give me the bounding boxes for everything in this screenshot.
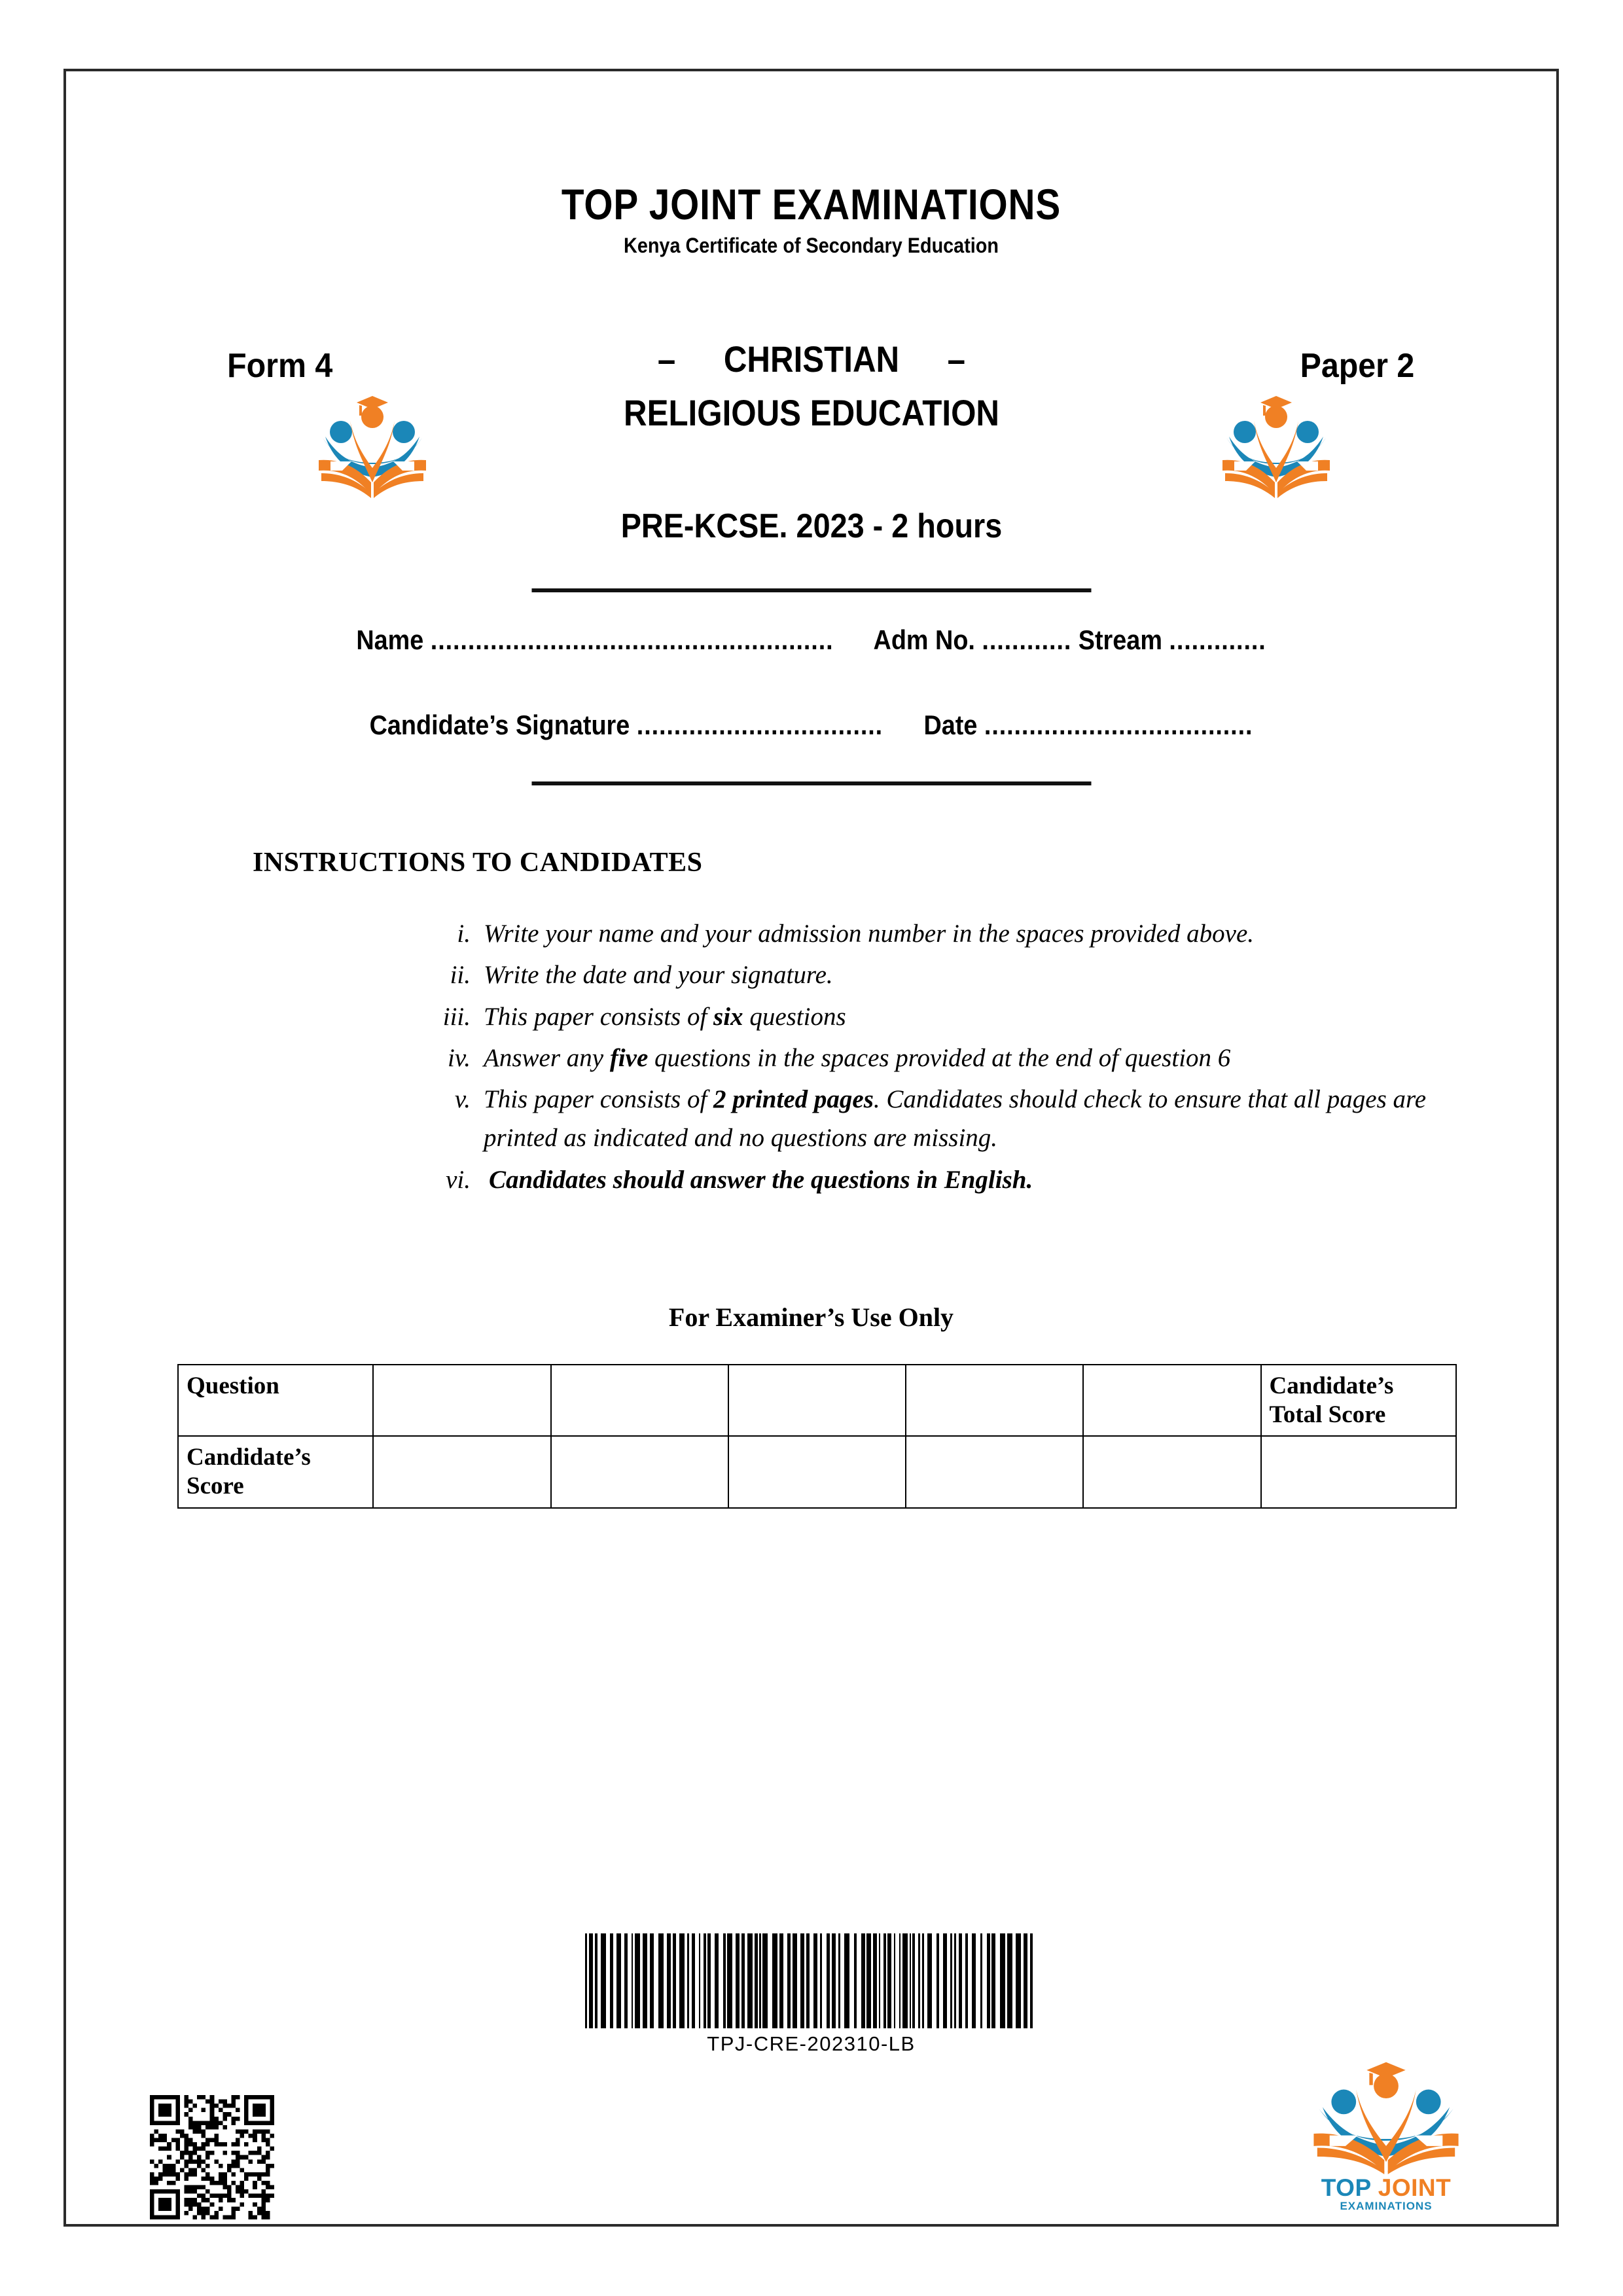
- instruction-text: Write your name and your admission number in the spaces provided above.: [484, 920, 1255, 948]
- subject-band: [66, 340, 1556, 556]
- qr-code-icon: [150, 2095, 274, 2219]
- table-row: [178, 1436, 1456, 1507]
- signature-label: Candidate’s Signature: [369, 709, 630, 740]
- divider-bottom: [531, 781, 1091, 785]
- instruction-number: vi.: [446, 1165, 471, 1194]
- instruction-item: [433, 914, 1480, 953]
- top-joint-logo-icon: [1304, 2058, 1468, 2174]
- instruction-text: Write the date and your signature.: [484, 961, 833, 990]
- divider-top: [531, 588, 1091, 592]
- score-cell[interactable]: [373, 1436, 550, 1507]
- table-row-label: Candidate’s Score: [178, 1436, 373, 1507]
- wordmark-examinations: EXAMINATIONS: [1340, 2200, 1433, 2212]
- instruction-text: Answer any five questions in the spaces provided at the end of question 6: [484, 1043, 1231, 1072]
- instruction-text: This paper consists of six questions: [484, 1002, 846, 1031]
- signature-input[interactable]: .................................: [636, 709, 883, 740]
- subject-name-part1: CHRISTIAN: [723, 338, 899, 380]
- name-input[interactable]: ......................................................: [430, 624, 834, 655]
- barcode-icon: [582, 1933, 1041, 2028]
- dash-right: –: [947, 338, 965, 380]
- form-label: Form 4: [227, 347, 333, 385]
- examiner-score-table: [177, 1364, 1457, 1509]
- top-joint-logo-icon: [1217, 391, 1335, 499]
- subject-line-1: [524, 340, 1099, 379]
- name-label: Name: [356, 624, 424, 655]
- total-score-header: Candidate’s Total Score: [1261, 1365, 1456, 1436]
- date-label: Date: [923, 709, 978, 740]
- adm-no-input[interactable]: ............: [982, 624, 1072, 655]
- total-score-cell[interactable]: [1261, 1436, 1456, 1507]
- stream-input[interactable]: .............: [1169, 624, 1266, 655]
- examiner-heading: For Examiner’s Use Only: [668, 1302, 954, 1332]
- instruction-item: [433, 956, 1480, 994]
- instructions-list: [433, 914, 1480, 1202]
- score-cell[interactable]: [551, 1365, 728, 1436]
- top-joint-logo-icon: [313, 391, 431, 499]
- exam-page-frame: [63, 69, 1559, 2227]
- adm-no-label: Adm No.: [873, 624, 975, 655]
- page-title: TOP JOINT EXAMINATIONS: [561, 180, 1061, 228]
- instruction-item: [433, 997, 1480, 1036]
- paper-label: Paper 2: [1300, 347, 1415, 385]
- instruction-item: [433, 1039, 1480, 1077]
- score-cell[interactable]: [728, 1365, 906, 1436]
- examiner-table-body: [178, 1365, 1456, 1508]
- page-subtitle: Kenya Certificate of Secondary Education: [624, 234, 999, 257]
- score-cell[interactable]: [906, 1365, 1083, 1436]
- signature-field-row: [141, 709, 1482, 741]
- footer-logo-wordmark: [1304, 2176, 1468, 2212]
- barcode-value: TPJ-CRE-202310-LB: [707, 2032, 916, 2055]
- instruction-number: iv.: [447, 1043, 471, 1072]
- instruction-number: ii.: [450, 961, 471, 990]
- name-field-row: [141, 624, 1482, 656]
- score-cell[interactable]: [728, 1436, 906, 1507]
- score-cell[interactable]: [906, 1436, 1083, 1507]
- score-cell[interactable]: [373, 1365, 550, 1436]
- score-cell[interactable]: [551, 1436, 728, 1507]
- subject-title-block: [484, 340, 1139, 433]
- stream-label: Stream: [1078, 624, 1162, 655]
- instruction-item: [433, 1160, 1480, 1199]
- footer-logo: [1304, 2058, 1468, 2218]
- barcode-block: [582, 1933, 1041, 2056]
- table-row-label: Question: [178, 1365, 373, 1436]
- masthead: [66, 180, 1556, 258]
- subject-line-2: RELIGIOUS EDUCATION: [623, 392, 999, 434]
- wordmark-joint: JOINT: [1378, 2174, 1452, 2201]
- score-cell[interactable]: [1083, 1436, 1260, 1507]
- instruction-text: Candidates should answer the questions in English.: [489, 1165, 1033, 1194]
- table-row: [178, 1365, 1456, 1436]
- dash-left: –: [657, 338, 675, 380]
- wordmark-top: TOP: [1321, 2174, 1371, 2201]
- instruction-item: [433, 1080, 1480, 1158]
- instruction-number: v.: [454, 1085, 471, 1114]
- instruction-number: i.: [457, 920, 471, 948]
- instruction-number: iii.: [442, 1002, 471, 1031]
- score-cell[interactable]: [1083, 1365, 1260, 1436]
- session-line: PRE-KCSE. 2023 - 2 hours: [620, 507, 1002, 545]
- instructions-heading: INSTRUCTIONS TO CANDIDATES: [253, 848, 703, 878]
- instruction-text: This paper consists of 2 printed pages. Candidates should check to ensure that all pages are printed as indicated and no questions are missing.: [484, 1085, 1427, 1153]
- date-input[interactable]: ....................................: [984, 709, 1253, 740]
